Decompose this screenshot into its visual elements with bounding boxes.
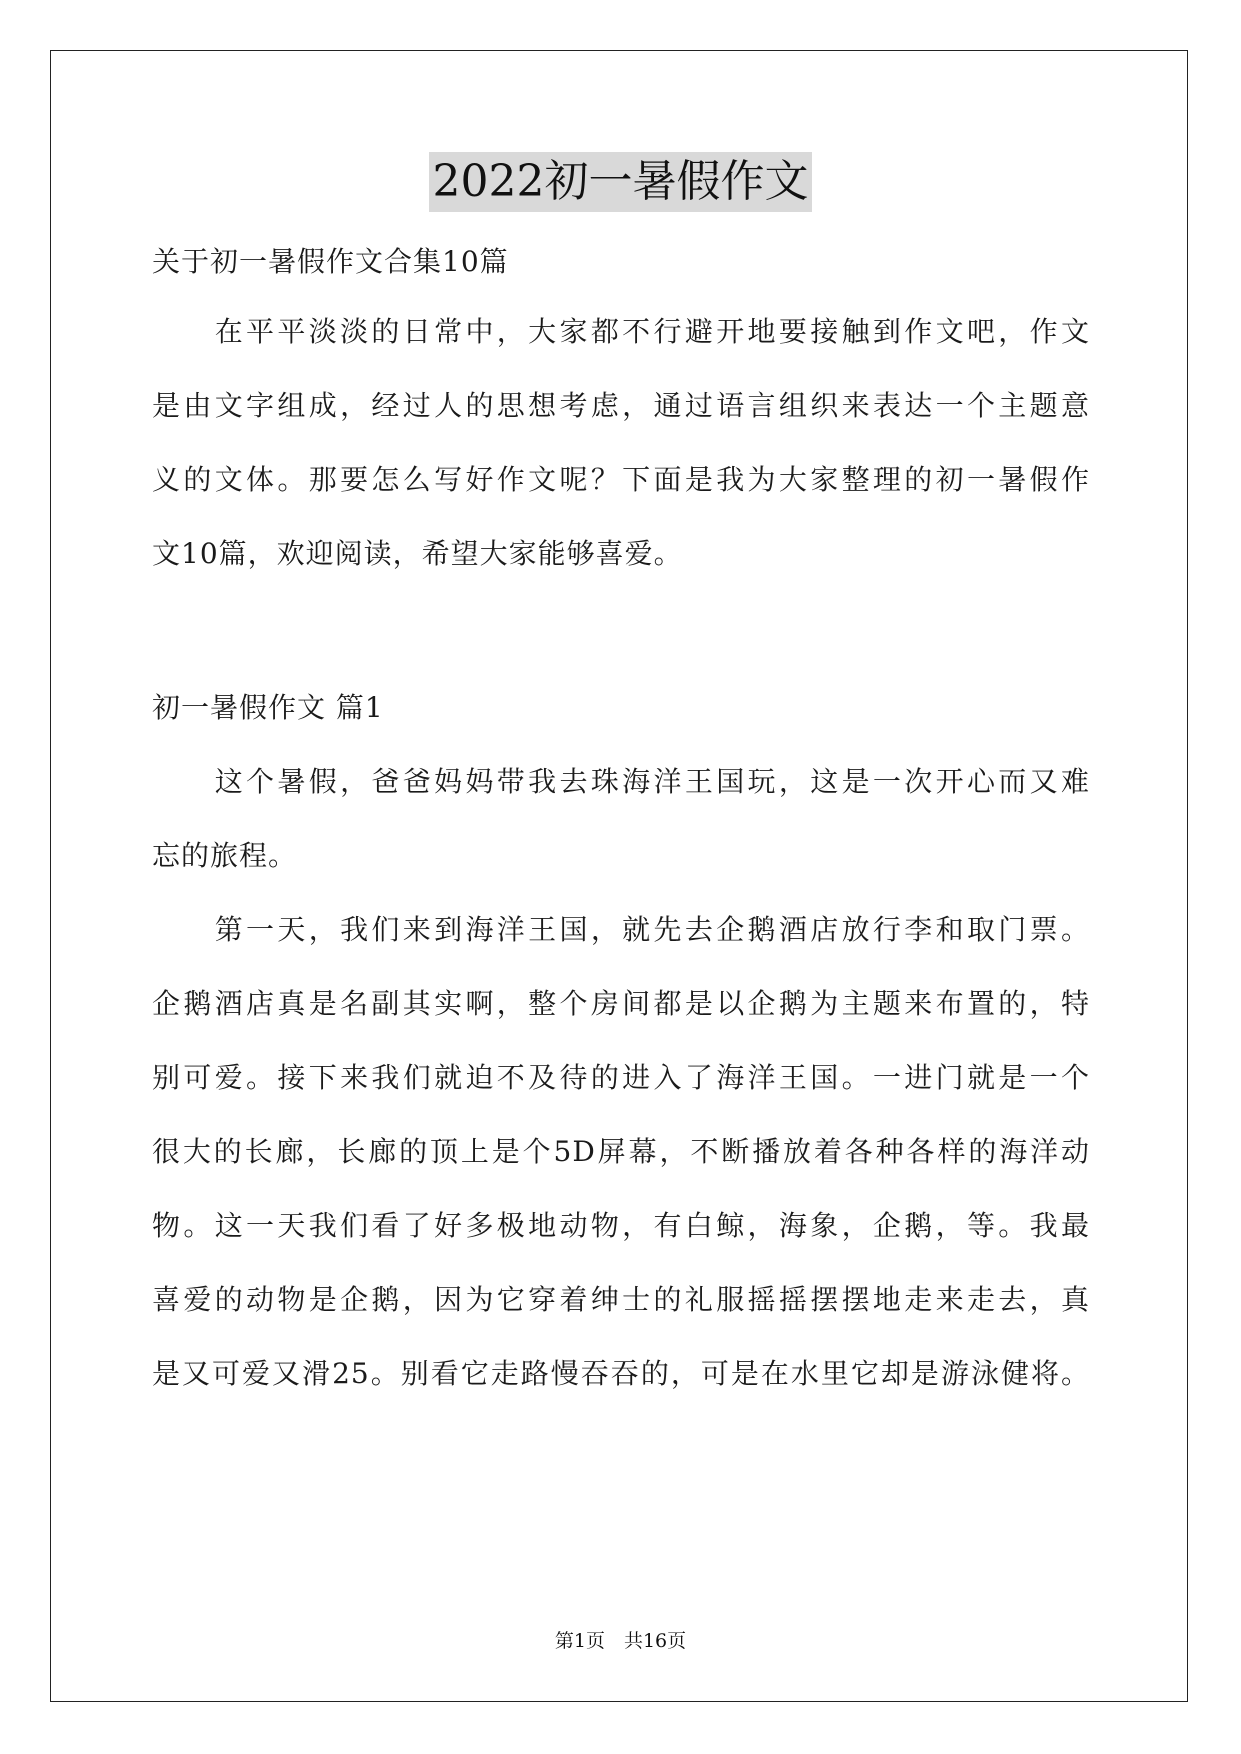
section-heading: 初一暑假作文 篇1 bbox=[152, 691, 384, 724]
paragraph-line: 物。这一天我们看了好多极地动物，有白鲸，海象，企鹅，等。我最 bbox=[152, 1209, 1090, 1242]
paragraph-line: 这个暑假，爸爸妈妈带我去珠海洋王国玩，这是一次开心而又难 bbox=[152, 765, 1090, 798]
intro-line: 是由文字组成，经过人的思想考虑，通过语言组织来表达一个主题意 bbox=[152, 389, 1090, 422]
intro-line: 义的文体。那要怎么写好作文呢？下面是我为大家整理的初一暑假作 bbox=[152, 463, 1090, 496]
paragraph-line: 喜爱的动物是企鹅，因为它穿着绅士的礼服摇摇摆摆地走来走去，真 bbox=[152, 1283, 1090, 1316]
paragraph-line: 忘的旅程。 bbox=[152, 839, 298, 872]
document-title-wrap bbox=[0, 152, 1241, 212]
intro-line: 文10篇，欢迎阅读，希望大家能够喜爱。 bbox=[152, 537, 683, 570]
intro-line: 在平平淡淡的日常中，大家都不行避开地要接触到作文吧，作文 bbox=[152, 315, 1090, 348]
paragraph-line: 别可爱。接下来我们就迫不及待的进入了海洋王国。一进门就是一个 bbox=[152, 1061, 1090, 1094]
paragraph-line: 第一天，我们来到海洋王国，就先去企鹅酒店放行李和取门票。 bbox=[152, 913, 1090, 946]
paragraph-line: 企鹅酒店真是名副其实啊，整个房间都是以企鹅为主题来布置的，特 bbox=[152, 987, 1090, 1020]
page-border bbox=[50, 50, 1188, 1702]
page-footer: 第1页 共16页 bbox=[554, 1630, 687, 1652]
paragraph-line: 很大的长廊，长廊的顶上是个5D屏幕，不断播放着各种各样的海洋动 bbox=[152, 1135, 1090, 1168]
document-subtitle: 关于初一暑假作文合集10篇 bbox=[152, 245, 509, 278]
document-title: 2022初一暑假作文 bbox=[429, 152, 813, 212]
paragraph-line: 是又可爱又滑25。别看它走路慢吞吞的，可是在水里它却是游泳健将。 bbox=[152, 1357, 1090, 1390]
